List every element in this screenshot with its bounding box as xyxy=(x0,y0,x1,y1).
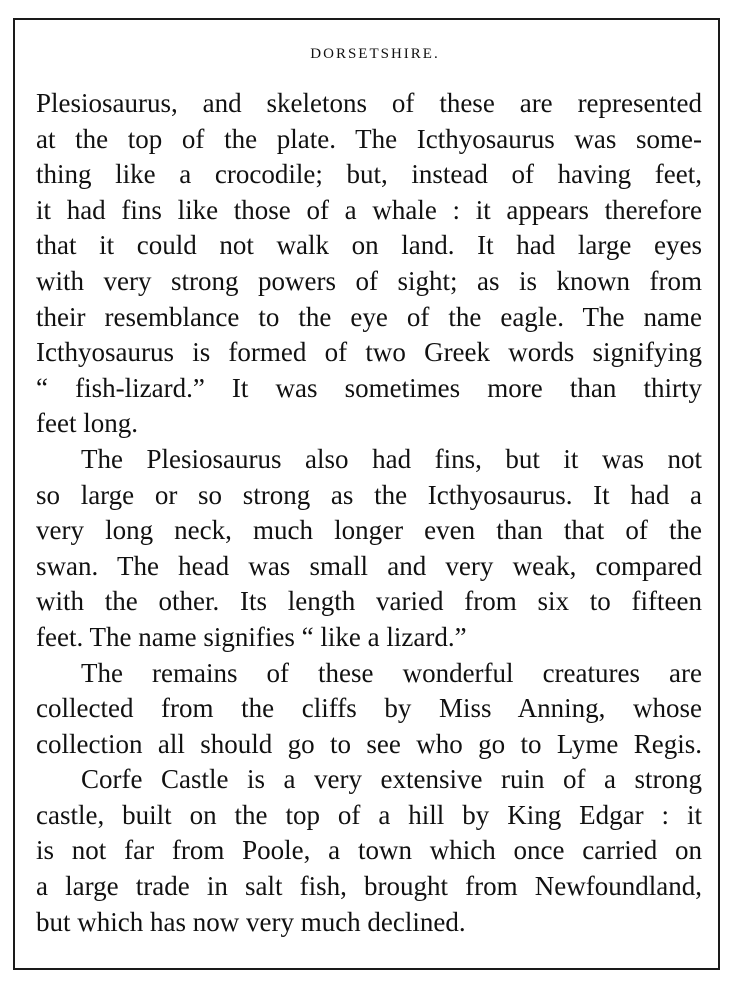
text-line: is not far from Poole, a town which once carried on xyxy=(36,835,702,866)
text-line: their resemblance to the eye of the eagle. The name xyxy=(36,301,702,332)
text-line: it had fins like those of a whale : it appears therefore xyxy=(36,194,702,225)
text-line: Icthyosaurus is formed of two Greek words signifying xyxy=(36,337,702,368)
paragraph xyxy=(36,656,702,763)
text-line: castle, built on the top of a hill by King Edgar : it xyxy=(36,799,702,830)
text-line: swan. The head was small and very weak, compared xyxy=(36,550,702,581)
text-line: with the other. Its length varied from six to fifteen xyxy=(36,586,702,617)
text-line: feet long. xyxy=(36,408,138,439)
text-line: at the top of the plate. The Icthyosaurus was some- xyxy=(36,123,702,154)
running-head: DORSETSHIRE. xyxy=(310,46,440,62)
text-line: collection all should go to see who go to Lyme Regis. xyxy=(36,728,702,759)
paragraph xyxy=(36,86,702,442)
text-line: The Plesiosaurus also had fins, but it was not xyxy=(81,443,702,474)
text-line: Plesiosaurus, and skeletons of these are represented xyxy=(36,88,702,118)
paragraph xyxy=(36,762,702,940)
text-line: so large or so strong as the Icthyosaurus. It had a xyxy=(36,479,702,510)
text-line: “ fish-lizard.” It was sometimes more than thirty xyxy=(36,372,702,403)
text-line: but which has now very much declined. xyxy=(36,906,466,937)
body-text xyxy=(36,86,702,940)
text-line: very long neck, much longer even than that of the xyxy=(36,515,702,546)
text-line: The remains of these wonderful creatures are xyxy=(81,657,702,688)
text-line: feet. The name signifies “ like a lizard.” xyxy=(36,621,467,652)
text-line: that it could not walk on land. It had large eyes xyxy=(36,230,702,261)
text-line: with very strong powers of sight; as is known from xyxy=(36,265,702,296)
text-line: thing like a crocodile; but, instead of having feet, xyxy=(36,159,702,190)
text-line: a large trade in salt fish, brought from Newfoundland, xyxy=(36,871,702,902)
paragraph xyxy=(36,442,702,656)
text-line: Corfe Castle is a very extensive ruin of a strong xyxy=(81,764,702,795)
text-line: collected from the cliffs by Miss Anning, whose xyxy=(36,693,702,724)
